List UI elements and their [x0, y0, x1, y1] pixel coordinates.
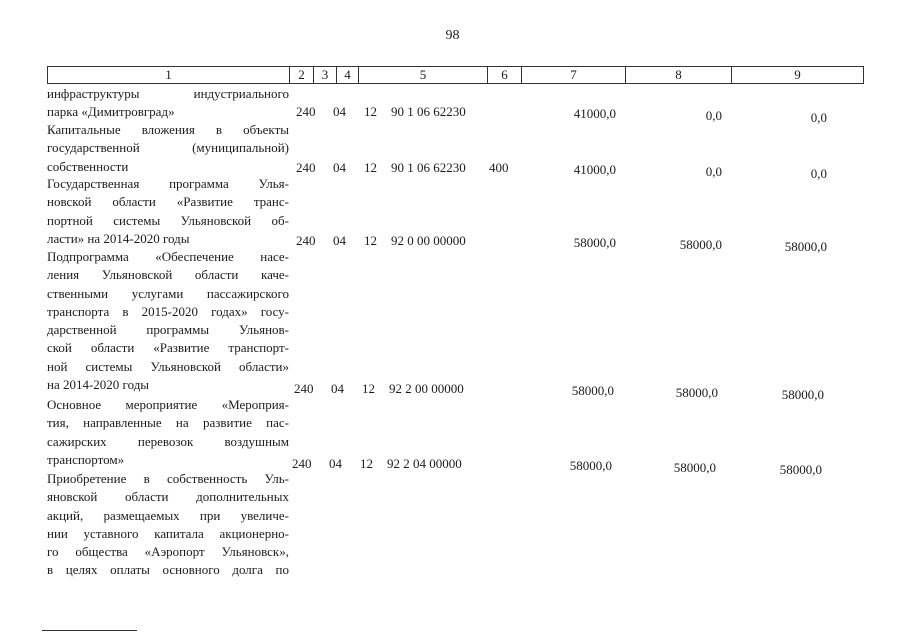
cell-amount-3: 58000,0: [781, 387, 824, 402]
cell-amount-2: 58000,0: [679, 237, 722, 252]
cell-amount-2: 0,0: [705, 108, 722, 123]
cell-section: 04: [331, 381, 344, 396]
cell-code: 240: [296, 233, 316, 248]
header-col-2: 2: [289, 67, 313, 83]
cell-amount-2: 0,0: [705, 164, 722, 179]
table-row: Приобретение в собственность Уль- яновской области дополнительных акций, размещаемых при увеличе- нии уставного капитала акционерно- го общества «Аэропорт Ульяновск», в целях оплаты основного долга по: [47, 471, 289, 578]
cell-subsection: 12: [364, 233, 377, 248]
cell-amount-1: 41000,0: [573, 162, 616, 177]
cell-amount-3: 58000,0: [779, 462, 822, 477]
cell-code: 240: [292, 456, 312, 471]
header-col-7: 7: [521, 67, 625, 83]
header-col-5: 5: [358, 67, 487, 83]
cell-section: 04: [329, 456, 342, 471]
cell-target-article: 92 0 00 00000: [391, 233, 466, 248]
cell-code: 240: [296, 104, 316, 119]
cell-subsection: 12: [360, 456, 373, 471]
table-row: Капитальные вложения в объекты государственной (муниципальной) собственности: [47, 122, 289, 174]
cell-target-article: 92 2 04 00000: [387, 456, 462, 471]
table-row: инфраструктуры индустриального парка «Димитровград»: [47, 86, 289, 120]
cell-target-article: 90 1 06 62230: [391, 160, 466, 175]
cell-amount-1: 58000,0: [569, 458, 612, 473]
header-col-4: 4: [336, 67, 358, 83]
cell-subsection: 12: [364, 160, 377, 175]
cell-target-article: 92 2 00 00000: [389, 381, 464, 396]
cell-amount-2: 58000,0: [673, 460, 716, 475]
cell-code: 240: [296, 160, 316, 175]
cell-amount-2: 58000,0: [675, 385, 718, 400]
cell-expense-type: 400: [489, 160, 509, 175]
header-col-8: 8: [625, 67, 731, 83]
cell-code: 240: [294, 381, 314, 396]
table-row: Подпрограмма «Обеспечение насе- ления Ульяновской области каче- ственными услугами пассажирского транспорта в 2015-2020 годах» госу- дарственной программы Ульянов- ской области «Развитие транспорт- ной системы Ульяновской области» на 2014-2020 годы: [47, 249, 289, 393]
cell-subsection: 12: [362, 381, 375, 396]
cell-amount-3: 58000,0: [784, 239, 827, 254]
cell-amount-3: 0,0: [810, 166, 827, 181]
cell-section: 04: [333, 160, 346, 175]
cell-amount-1: 58000,0: [573, 235, 616, 250]
header-col-1: 1: [165, 67, 172, 82]
table-row: Основное мероприятие «Мероприя- тия, направленные на развитие пас- сажирских перевозок воздушным транспортом»: [47, 397, 289, 467]
cell-target-article: 90 1 06 62230: [391, 104, 466, 119]
header-col-3: 3: [313, 67, 336, 83]
cell-section: 04: [333, 104, 346, 119]
footnote-separator: [42, 630, 137, 631]
table-header: [47, 66, 864, 84]
cell-amount-1: 58000,0: [571, 383, 614, 398]
cell-amount-1: 41000,0: [573, 106, 616, 121]
header-col-6: 6: [487, 67, 521, 83]
cell-section: 04: [333, 233, 346, 248]
page-number: 98: [445, 28, 460, 43]
header-col-9: 9: [731, 67, 863, 83]
cell-amount-3: 0,0: [810, 110, 827, 125]
cell-subsection: 12: [364, 104, 377, 119]
table-row: Государственная программа Улья- новской области «Развитие транс- портной системы Ульяновской об- ласти» на 2014-2020 годы: [47, 176, 289, 246]
